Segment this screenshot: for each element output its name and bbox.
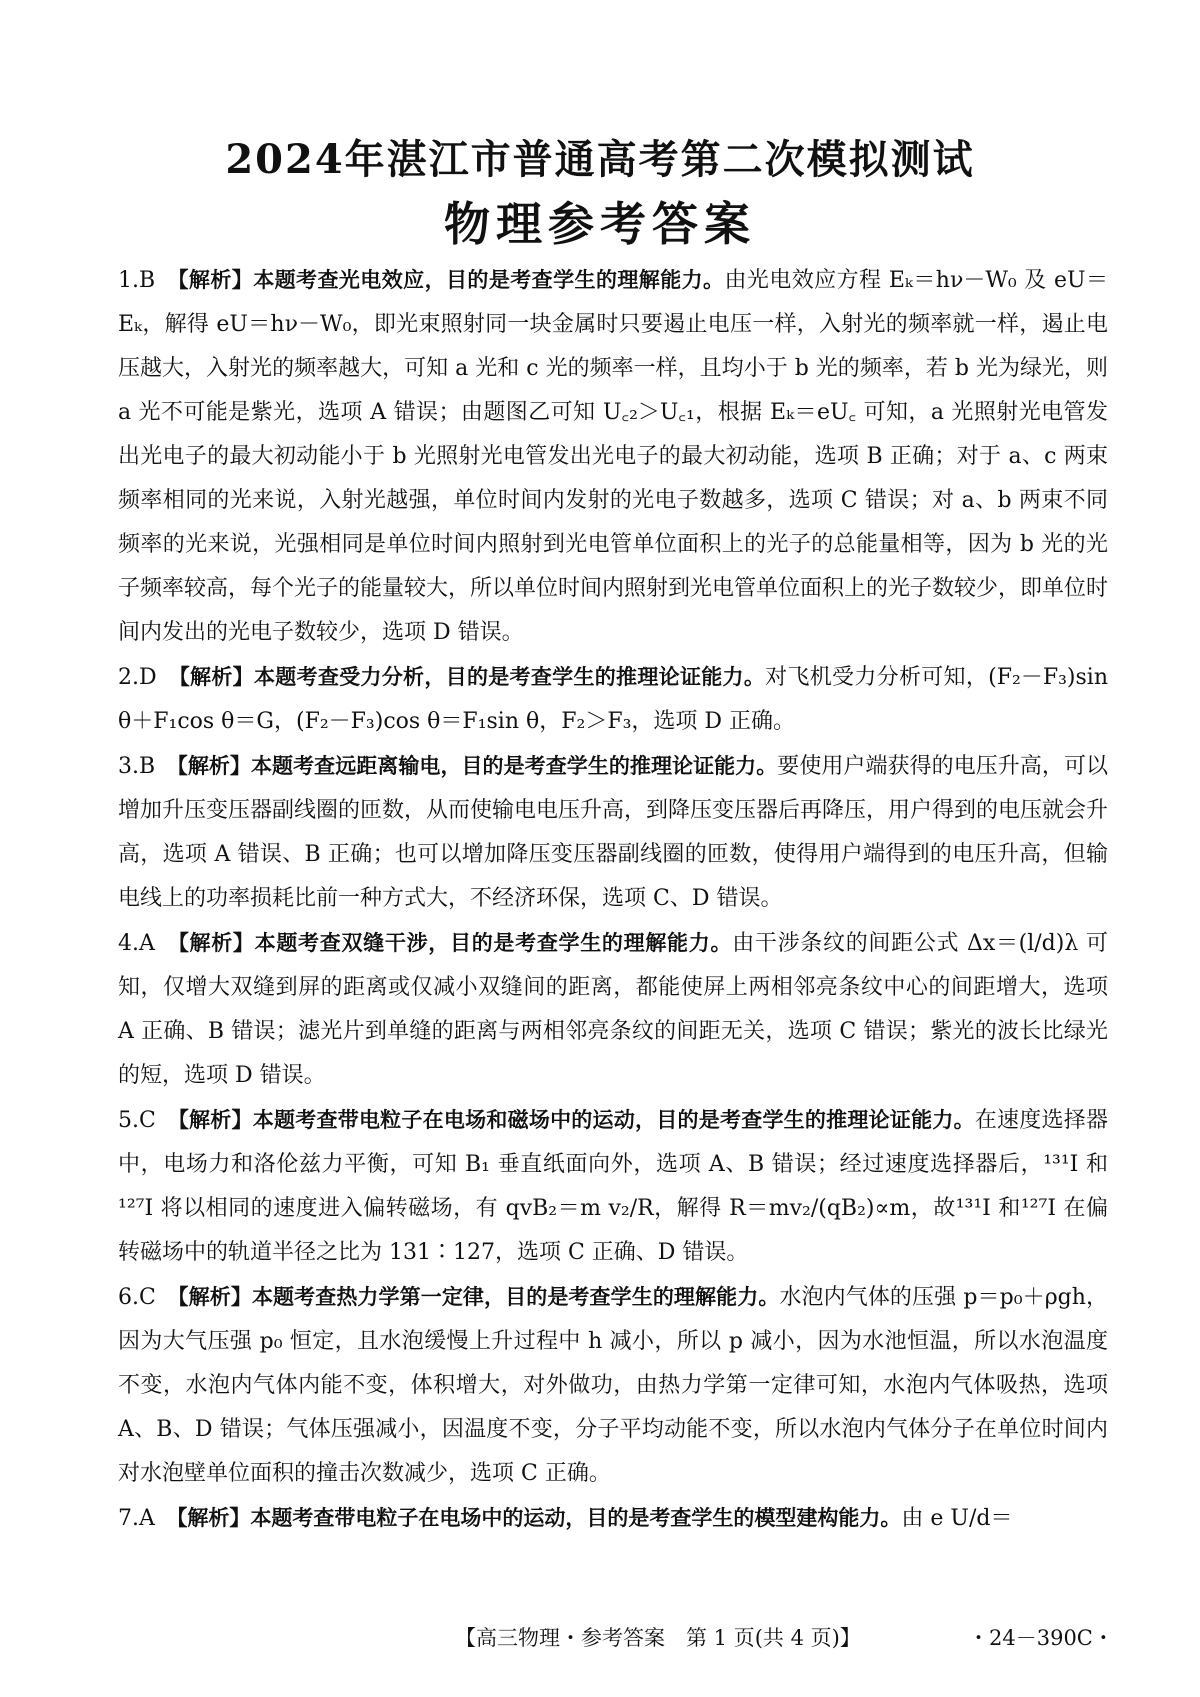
answer-item-6 xyxy=(118,1275,1108,1496)
answer-number: 1.B xyxy=(118,268,156,293)
analysis-intro: 本题考查热力学第一定律，目的是考查学生的理解能力。 xyxy=(251,1285,780,1309)
analysis-body: 水泡内气体的压强 p＝p₀＋ρgh，因为大气压强 p₀ 恒定，且水泡缓慢上升过程中 h 减小，所以 p 减小，因为水池恒温，所以水泡温度不变，水泡内气体内能不变，体积增大，对外做功，由热力学第一定律可知，水泡内气体吸热，选项 A、B、D 错误；气体压强减小，因温度不变，分子平均动能不变，所以水泡内气体分子在单位时间内对水泡壁单位面积的撞击次数减少，选项 C 正确。 xyxy=(118,1285,1108,1486)
analysis-body: 要使用户端获得的电压升高，可以增加升压变压器副线圈的匝数，从而使输电电压升高，到降压变压器后再降压，用户得到的电压就会升高，选项 A 错误、B 正确；也可以增加降压变压器副线圈的匝数，使得用户端得到的电压升高，但输电线上的功率损耗比前一种方式大，不经济环保，选项 C、D 错误。 xyxy=(118,754,1109,911)
answer-item-4 xyxy=(118,921,1108,1098)
analysis-intro: 本题考查双缝干涉，目的是考查学生的理解能力。 xyxy=(254,931,733,955)
analysis-body: 由光电效应方程 Eₖ＝hν－W₀ 及 eU＝Eₖ，解得 eU＝hν－W₀，即光束照射同一块金属时只要遏止电压一样，入射光的频率就一样，遏止电压越大，入射光的频率越大，可知 a 光和 c 光的频率一样，且均小于 b 光的频率，若 b 光为绿光，则 a 光不可能是紫光，选项 A 错误；由题图乙可知 U꜀₂＞U꜀₁，根据 Eₖ＝eU꜀ 可知，a 光照射光电管发出光电子的最大初动能小于 b 光照射光电管发出光电子的最大初动能，选项 B 正确；对于 a、c 两束频率相同的光来说，入射光越强，单位时间内发射的光电子数越多，选项 C 错误；对 a、b 两束不同频率的光来说，光强相同是单位时间内照射到光电管单位面积上的光子的总能量相等，因为 b 光的光子频率较高，每个光子的能量较大，所以单位时间内照射到光电管单位面积上的光子数较少，即单位时间内发出的光电子数较少，选项 D 错误。 xyxy=(118,268,1109,645)
answer-item-2 xyxy=(118,655,1108,744)
analysis-tag: 【解析】 xyxy=(178,268,254,292)
answer-item-5 xyxy=(118,1098,1108,1275)
analysis-tag: 【解析】 xyxy=(178,1108,253,1132)
analysis-body: 在速度选择器中，电场力和洛伦兹力平衡，可知 B₁ 垂直纸面向外，选项 A、B 错误；经过速度选择器后，¹³¹I 和¹²⁷I 将以相同的速度进入偏转磁场，有 qvB₂＝m v₂/R，解得 R＝mv₂/(qB₂)∝m，故¹³¹I 和¹²⁷I 在偏转磁场中的轨道半径之比为 131∶127，选项 C 正确、D 错误。 xyxy=(118,1108,1108,1265)
analysis-tag: 【解析】 xyxy=(177,754,251,778)
analysis-tag: 【解析】 xyxy=(179,665,254,689)
footer-doc-code: ・24－390C・ xyxy=(968,1626,1114,1650)
answer-number: 7.A xyxy=(118,1506,155,1531)
analysis-intro: 本题考查带电粒子在电场和磁场中的运动，目的是考查学生的推理论证能力。 xyxy=(252,1108,975,1132)
analysis-tag: 【解析】 xyxy=(178,1285,252,1309)
analysis-tag: 【解析】 xyxy=(176,1506,251,1530)
analysis-body: 由干涉条纹的间距公式 Δx＝(l/d)λ 可知，仅增大双缝到屏的距离或仅减小双缝间的距离，都能使屏上两相邻亮条纹中心的间距增大，选项 A 正确、B 错误；滤光片到单缝的距离与两相邻亮条纹的间距无关，选项 C 错误；紫光的波长比绿光的短，选项 D 错误。 xyxy=(118,931,1108,1088)
answer-list xyxy=(118,258,1108,1541)
answer-item-7 xyxy=(118,1496,1108,1541)
analysis-tag: 【解析】 xyxy=(178,931,255,955)
answer-item-3 xyxy=(118,744,1108,921)
answer-number: 3.B xyxy=(118,754,156,779)
analysis-intro: 本题考查远距离输电，目的是考查学生的推理论证能力。 xyxy=(251,754,778,778)
answer-number: 5.C xyxy=(118,1108,156,1133)
analysis-body: 对飞机受力分析可知，(F₂－F₃)sin θ＋F₁cos θ＝G，(F₂－F₃)cos θ＝F₁sin θ，F₂＞F₃，选项 D 正确。 xyxy=(118,665,1108,734)
answer-item-1 xyxy=(118,258,1108,655)
answer-number: 2.D xyxy=(118,665,157,690)
document-subtitle: 物理参考答案 xyxy=(444,197,756,251)
analysis-body: 由 e U/d＝ xyxy=(901,1506,1013,1531)
analysis-intro: 本题考查光电效应，目的是考查学生的理解能力。 xyxy=(253,268,725,292)
answer-number: 6.C xyxy=(118,1285,156,1310)
answer-number: 4.A xyxy=(118,931,155,956)
footer-page-info: 【高三物理・参考答案 第 1 页(共 4 页)】 xyxy=(455,1626,861,1650)
document-title: 2024年湛江市普通高考第二次模拟测试 xyxy=(225,136,975,183)
analysis-intro: 本题考查带电粒子在电场中的运动，目的是考查学生的模型建构能力。 xyxy=(250,1506,902,1530)
analysis-intro: 本题考查受力分析，目的是考查学生的推理论证能力。 xyxy=(253,665,766,689)
